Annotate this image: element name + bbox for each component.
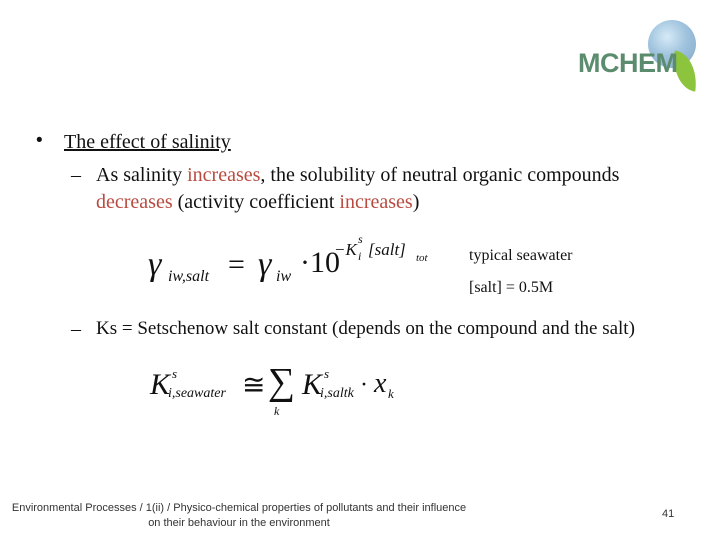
eq2-dot: · xyxy=(360,372,368,398)
dash-icon: – xyxy=(71,318,81,340)
point1-text-a: As salinity xyxy=(96,164,188,186)
point1-text-d: ) xyxy=(412,191,420,213)
bullet-icon: • xyxy=(36,130,43,151)
eq1-equals: = xyxy=(228,248,245,281)
page-number: 41 xyxy=(662,508,675,520)
eq2-rhs-k: K xyxy=(302,368,323,401)
footer-line1: Environmental Processes / 1(ii) / Physico-chemical properties of pollutants and their influence xyxy=(11,502,467,514)
mchem-logo xyxy=(574,18,704,96)
eq2-lhs-k: K xyxy=(150,368,171,401)
point1-decreases: decreases xyxy=(96,191,173,213)
eq1-times-ten: ·10 xyxy=(300,246,340,279)
seawater-note-line2: [salt] = 0.5M xyxy=(469,279,554,296)
eq2-rhs-sup: s xyxy=(324,366,330,381)
eq1-exp-sub: i xyxy=(358,249,362,263)
point1-text-c: , the solubility of neutral organic compounds xyxy=(260,164,620,186)
seawater-note-line1: typical seawater xyxy=(469,247,573,264)
point1-increases: increases xyxy=(187,164,261,186)
eq2-sum-sub: k xyxy=(274,404,280,418)
point2-text: Ks = Setschenow salt constant (depends on the compound and the salt) xyxy=(96,318,635,339)
point1-increases-2: increases xyxy=(339,191,413,213)
eq2-x: x xyxy=(374,368,387,399)
eq1-rhs-sub: iw xyxy=(276,268,292,285)
eq1-exp-base: −K xyxy=(334,240,357,259)
footer xyxy=(6,501,472,531)
point1-text-b: (activity coefficient xyxy=(172,191,340,213)
slide-heading: The effect of salinity xyxy=(64,131,231,153)
eq2-sum: ∑ xyxy=(268,361,296,403)
eq1-exp-bracket-sub: tot xyxy=(416,252,428,264)
eq1-exp-sup: s xyxy=(358,232,363,246)
logo-text: MCHEM xyxy=(578,48,678,78)
footer-line2: on their behaviour in the environment xyxy=(148,517,330,529)
eq1-exp-bracket: [salt] xyxy=(368,240,406,259)
eq1-rhs-gamma: γ xyxy=(258,246,272,283)
point1-line2 xyxy=(96,191,419,214)
eq2-lhs-sub: i,seawater xyxy=(168,386,226,401)
eq1-lhs-gamma: γ xyxy=(148,246,162,283)
eq1-lhs-sub: iw,salt xyxy=(168,268,210,285)
eq2-x-sub: k xyxy=(388,386,394,401)
eq2-rhs-sub: i,saltk xyxy=(320,386,354,401)
eq2-approx: ≅ xyxy=(242,370,266,401)
dash-icon: – xyxy=(71,164,81,186)
setschenow-sum-equation xyxy=(150,361,410,428)
eq2-lhs-sup: s xyxy=(172,366,178,381)
point1-line1 xyxy=(96,164,619,187)
activity-coefficient-equation xyxy=(148,232,438,296)
